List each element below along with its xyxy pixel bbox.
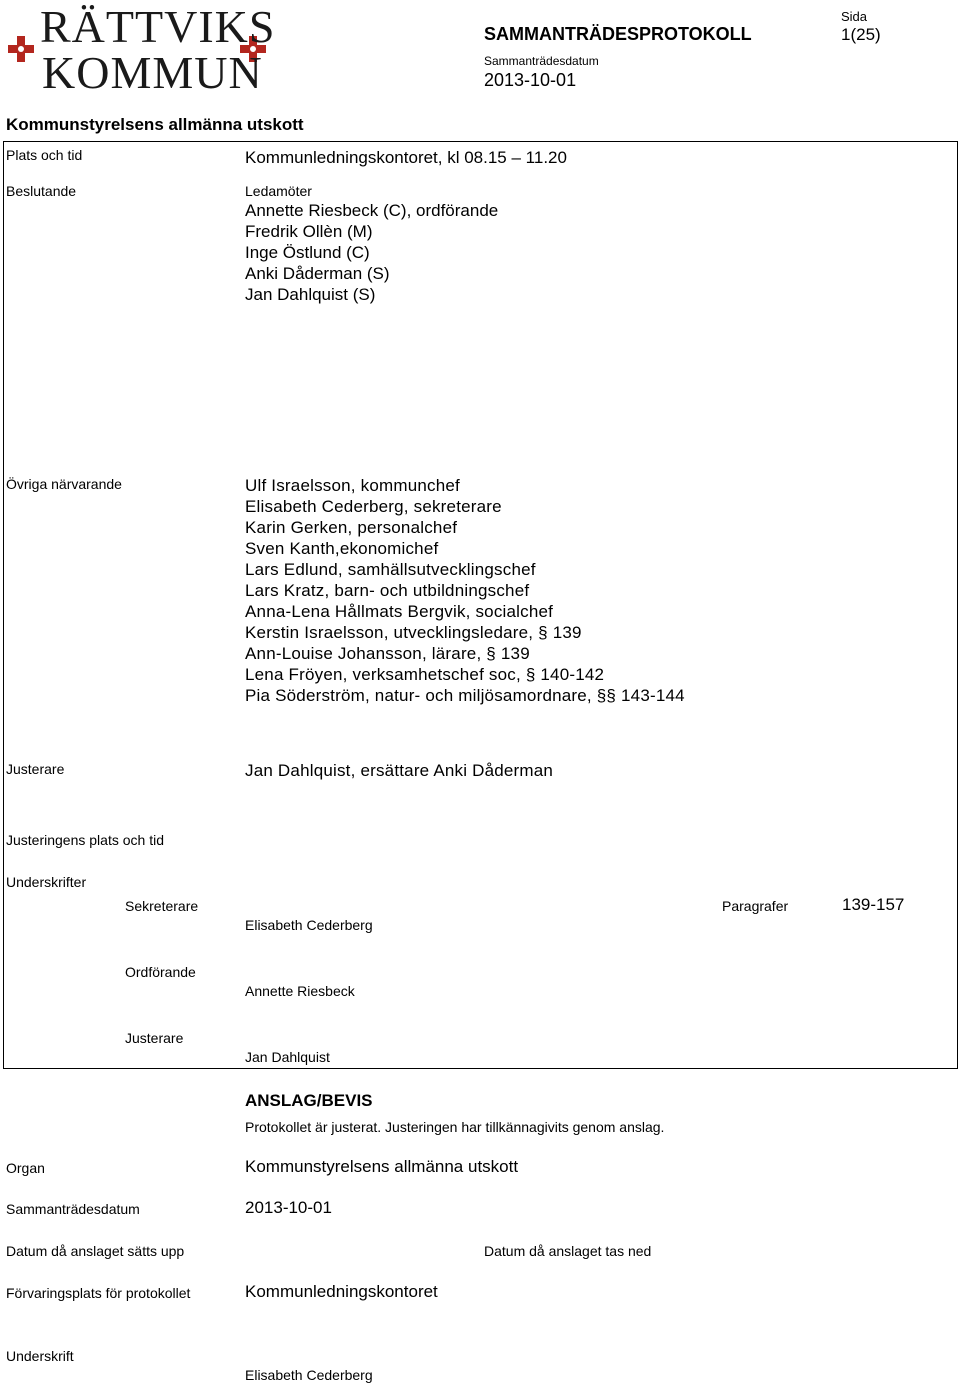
logo-line-2: KOMMUN [42,47,263,98]
removed-date-label: Datum då anslaget tas ned [484,1243,652,1259]
member-item: Annette Riesbeck (C), ordförande [245,201,499,220]
frame-left-line [3,141,4,1069]
notice-title: ANSLAG/BEVIS [245,1091,373,1110]
notice-date-label: Sammanträdesdatum [6,1201,140,1217]
secretary-label: Sekreterare [125,898,199,914]
signature-adjuster-name: Jan Dahlquist [245,1049,330,1065]
adjust-place-label: Justeringens plats och tid [6,832,164,848]
attendee-item: Kerstin Israelsson, utvecklingsledare, § 139 [245,623,582,642]
storage-value: Kommunledningskontoret [245,1282,438,1301]
attendee-item: Lars Kratz, barn- och utbildningschef [245,581,530,600]
notice-signature-name: Elisabeth Cederberg [245,1367,373,1383]
place-label: Plats och tid [6,147,83,163]
notice-text: Protokollet är justerat. Justeringen har tillkännagivits genom anslag. [245,1119,665,1135]
coat-of-arms-cross-icon [6,34,36,64]
attendee-item: Lena Fröyen, verksamhetschef soc, § 140-142 [245,665,605,684]
members-heading: Ledamöter [245,183,312,199]
adjuster-label: Justerare [6,761,65,777]
members-list [245,200,498,305]
notice-date-value: 2013-10-01 [245,1198,332,1217]
adjuster-value: Jan Dahlquist, ersättare Anki Dåderman [245,761,554,780]
posted-date-label: Datum då anslaget sätts upp [6,1243,185,1259]
attendee-item: Sven Kanth,ekonomichef [245,539,439,558]
others-label: Övriga närvarande [6,476,122,492]
logo [6,1,276,98]
attendee-item: Ann-Louise Johansson, lärare, § 139 [245,644,530,663]
attendee-item: Ulf Israelsson, kommunchef [245,476,460,495]
organ-label: Organ [6,1160,45,1176]
attendee-item: Anna-Lena Hållmats Bergvik, socialchef [245,602,554,621]
place-value: Kommunledningskontoret, kl 08.15 – 11.20 [245,148,567,167]
header-date: 2013-10-01 [484,70,577,90]
frame-right-line [957,141,958,1069]
page-label: Sida [841,9,868,24]
page-number: 1(25) [841,25,881,44]
member-item: Fredrik Ollèn (M) [245,222,373,241]
attendee-item: Pia Söderström, natur- och miljösamordnare, §§ 143-144 [245,686,685,705]
frame-bottom-line [3,1068,958,1069]
logo-line-1: RÄTTVIKS [40,1,276,52]
frame-top-line [3,141,958,142]
chair-label: Ordförande [125,964,196,980]
member-item: Anki Dåderman (S) [245,264,390,283]
header-date-label: Sammanträdesdatum [484,54,599,68]
paragraphs-value: 139-157 [842,895,905,914]
notice-signature-label: Underskrift [6,1348,74,1364]
storage-label: Förvaringsplats för protokollet [6,1285,191,1301]
committee-name: Kommunstyrelsens allmänna utskott [6,115,304,134]
member-item: Inge Östlund (C) [245,243,370,262]
attendee-item: Karin Gerken, personalchef [245,518,458,537]
signature-adjuster-label: Justerare [125,1030,184,1046]
decision-makers-label: Beslutande [6,183,77,199]
others-list [245,475,685,706]
member-item: Jan Dahlquist (S) [245,285,376,304]
attendee-item: Lars Edlund, samhällsutvecklingschef [245,560,536,579]
secretary-name: Elisabeth Cederberg [245,917,373,933]
paragraphs-label: Paragrafer [722,898,789,914]
attendee-item: Elisabeth Cederberg, sekreterare [245,497,502,516]
signatures-label: Underskrifter [6,874,87,890]
organ-value: Kommunstyrelsens allmänna utskott [245,1157,519,1176]
document-title: SAMMANTRÄDESPROTOKOLL [484,24,752,44]
chair-name: Annette Riesbeck [245,983,355,999]
